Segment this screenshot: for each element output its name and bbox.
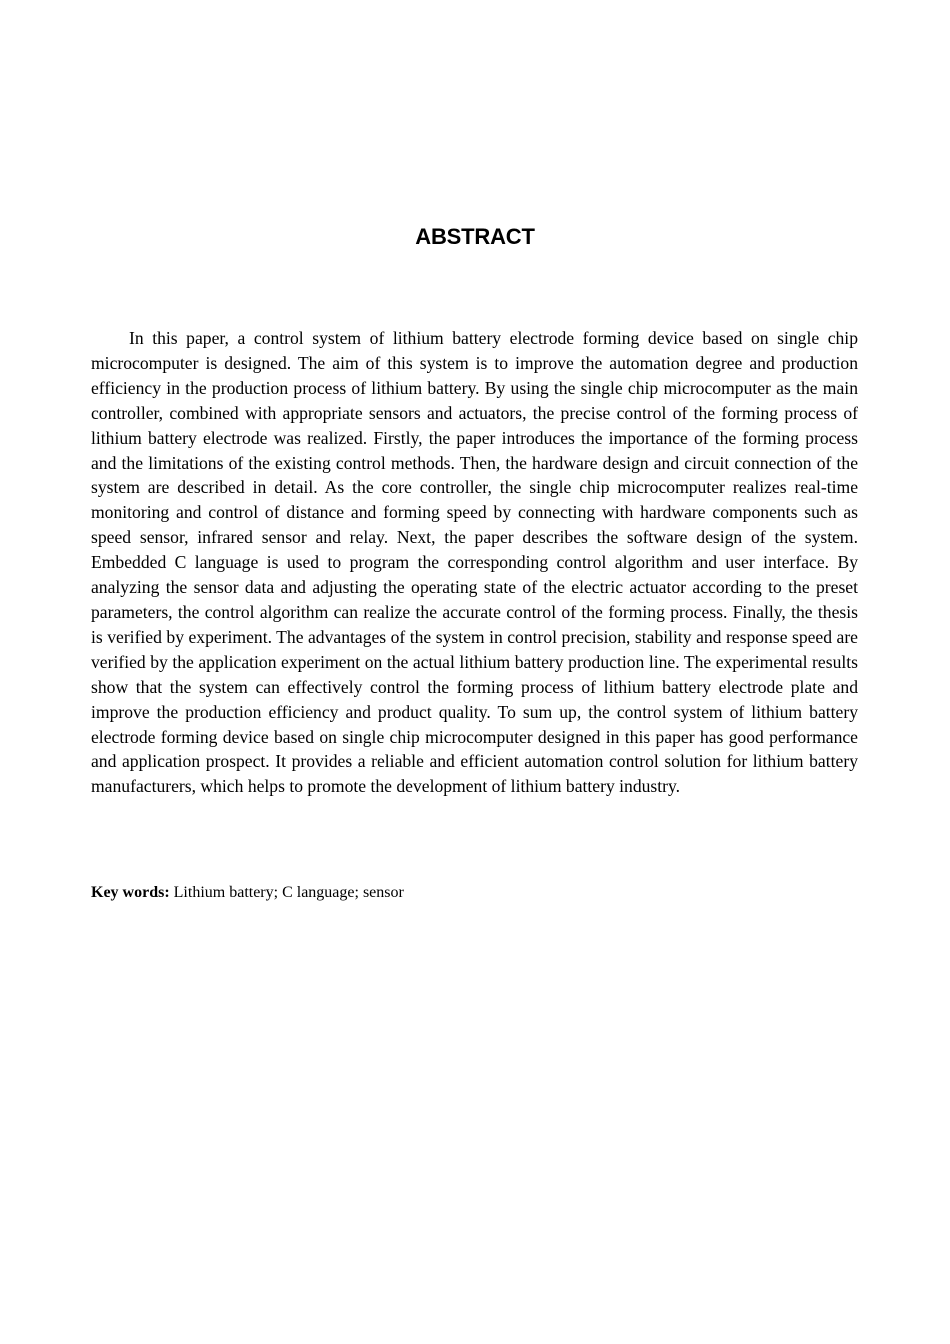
keywords-value: Lithium battery; C language; sensor: [173, 884, 404, 901]
keywords-label: Key words:: [91, 884, 170, 901]
abstract-title: ABSTRACT: [415, 224, 535, 249]
abstract-body: In this paper, a control system of lithium battery electrode forming device based on single chip microcomputer is designed. The aim of this system is to improve the automation degree and production efficiency in the production process of lithium battery. By using the single chip microcomputer as the main controller, combined with appropriate sensors and actuators, the precise control of the forming process of lithium battery electrode was realized. Firstly, the paper introduces the importance of the forming process and the limitations of the existing control methods. Then, the hardware design and circuit connection of the system are described in detail. As the core controller, the single chip microcomputer realizes real-time monitoring and control of distance and forming speed by connecting with hardware components such as speed sensor, infrared sensor and relay. Next, the paper describes the software design of the system. Embedded C language is used to program the corresponding control algorithm and user interface. By analyzing the sensor data and adjusting the operating state of the electric actuator according to the preset parameters, the control algorithm can realize the accurate control of the forming process. Finally, the thesis is verified by experiment. The advantages of the system in control precision, stability and response speed are verified by the application experiment on the actual lithium battery production line. The experimental results show that the system can effectively control the forming process of lithium battery electrode plate and improve the production efficiency and product quality. To sum up, the control system of lithium battery electrode forming device based on single chip microcomputer designed in this paper has good performance and application prospect. It provides a reliable and efficient automation control solution for lithium battery manufacturers, which helps to promote the development of lithium battery industry.: [91, 328, 858, 797]
keywords-line: [91, 881, 858, 905]
